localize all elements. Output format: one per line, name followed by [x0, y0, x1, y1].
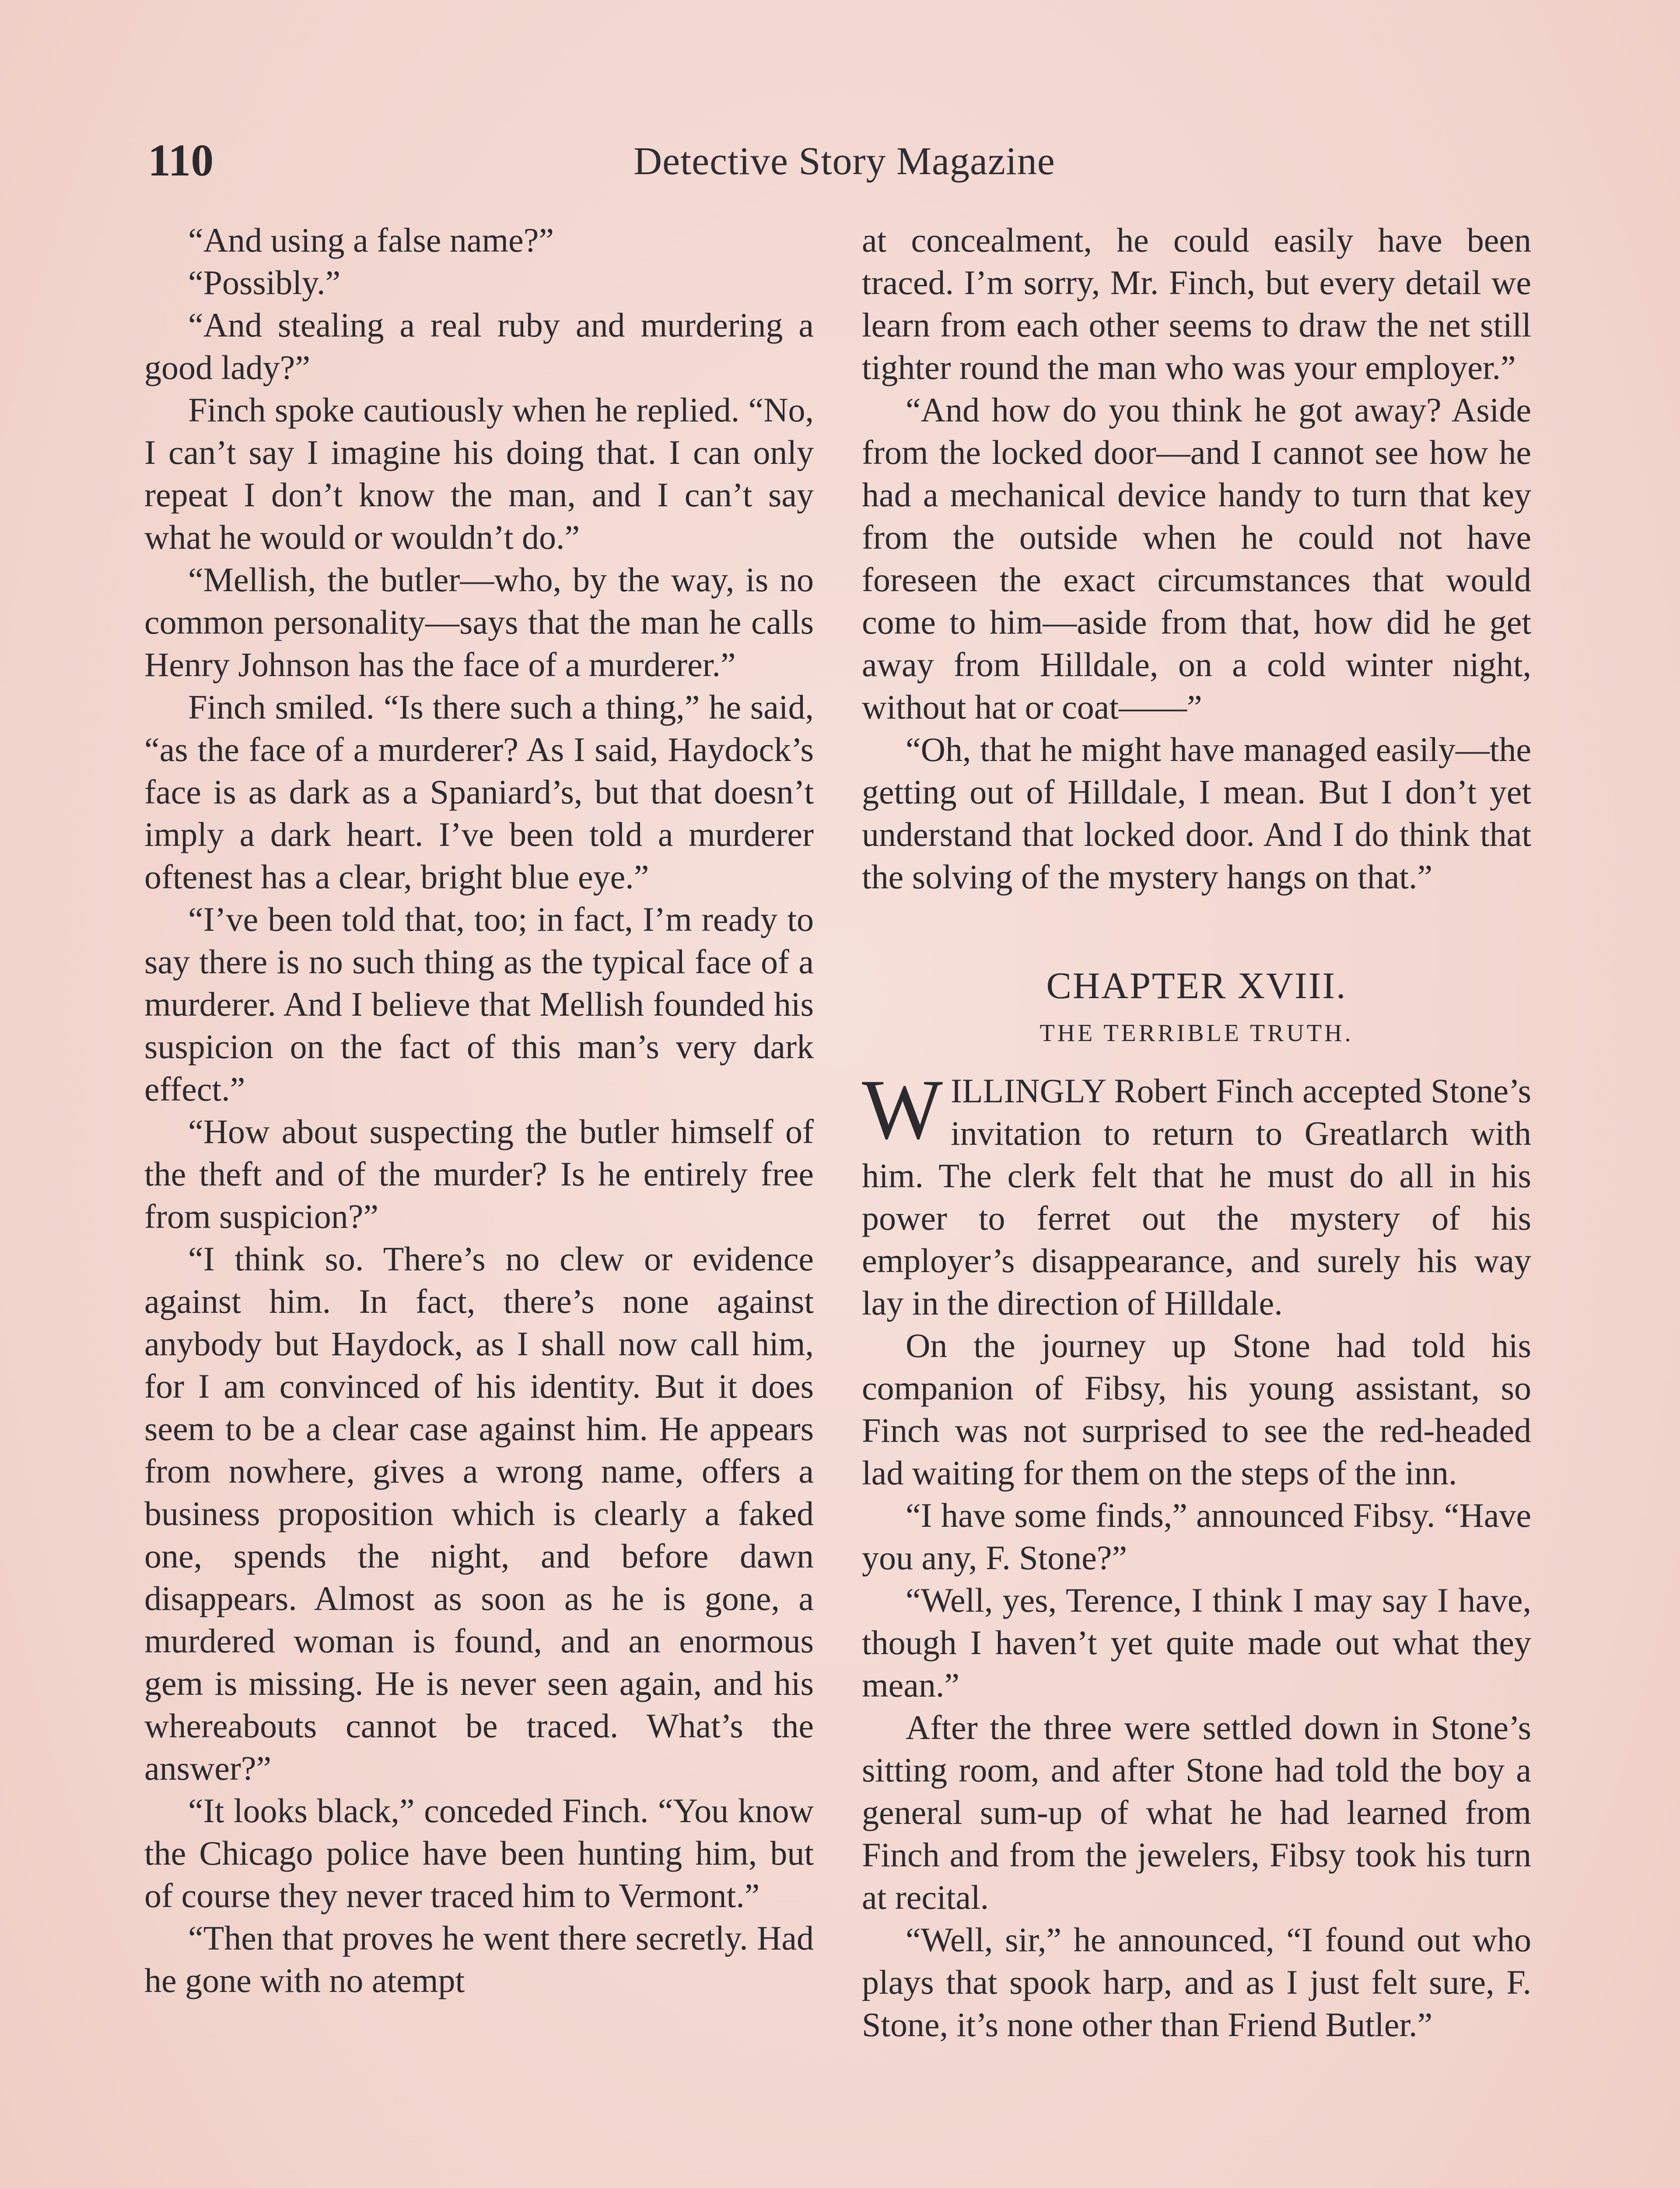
drop-cap: W: [862, 1062, 943, 1157]
page-header: [144, 131, 1544, 197]
paragraph: “Well, sir,” he announced, “I found out who plays that spook harp, and as I just felt sure, F. Stone, it’s none other than Friend Butler.”: [862, 1921, 1531, 2044]
chapter-subtitle: THE TERRIBLE TRUTH.: [1040, 1020, 1354, 1047]
paragraph: “And how do you think he got away? Aside from the locked door—and I cannot see how he had a mechanical device handy to turn that key from the outside when he could not have foreseen the exact circumstances that would come to him—aside from that, how did he get away from Hilldale, on a cold winter night, without hat or coat——”: [862, 391, 1531, 726]
paragraph: “Oh, that he might have managed easily—the getting out of Hilldale, I mean. But I don’t yet understand that locked door. And I do think that the solving of the mystery hangs on that.”: [862, 730, 1531, 896]
paragraph: “Mellish, the butler—who, by the way, is no common personality—says that the man he calls Henry Johnson has the face of a murderer.”: [144, 561, 814, 684]
right-column: [862, 219, 1531, 2046]
paragraph: “And using a false name?”: [188, 221, 554, 259]
paragraph: After the three were settled down in Stone’s sitting room, and after Stone had told the boy a general sum-up of what he had learned from Finch and from the jewelers, Fibsy took his turn at recital.: [862, 1708, 1531, 1916]
paragraph: “And stealing a real ruby and murdering a good lady?”: [144, 306, 814, 386]
paragraph: Finch spoke cautiously when he replied. “No, I can’t say I imagine his doing that. I can only repeat I don’t know the man, and I can’t say what he would or wouldn’t do.”: [144, 391, 814, 556]
running-title: Detective Story Magazine: [634, 140, 1055, 183]
paragraph: “It looks black,” conceded Finch. “You know the Chicago police have been hunting him, but of course they never traced him to Vermont.”: [144, 1792, 814, 1914]
paragraph: “I’ve been told that, too; in fact, I’m ready to say there is no such thing as the typical face of a murderer. And I believe that Mellish founded his suspicion on the fact of this man’s very dark effect.”: [144, 900, 814, 1108]
paragraph: Finch smiled. “Is there such a thing,” he said, “as the face of a murderer? As I said, Haydock’s face is as dark as a Spaniard’s, but that doesn’t imply a dark heart. I’ve been told a murderer oftenest has a clear, bright blue eye.”: [144, 688, 814, 896]
chapter-opening-text: ILLINGLY Robert Finch accepted Stone’s invitation to return to Greatlarch with him. The clerk felt that he must do all in his power to ferret out the mystery of his employer’s disappearance, and surely his way lay in the direction of Hilldale.: [862, 1072, 1531, 1322]
paragraph: “Possibly.”: [188, 263, 341, 302]
chapter-opening-paragraph: [862, 1062, 1531, 1324]
left-column: [144, 219, 814, 2002]
paragraph: “How about suspecting the butler himself of the theft and of the murder? Is he entirely free from suspicion?”: [144, 1112, 814, 1235]
paragraph: “I think so. There’s no clew or evidence against him. In fact, there’s none against anybody but Haydock, as I shall now call him, for I am convinced of his identity. But it does seem to be a clear case against him. He appears from nowhere, gives a wrong name, offers a business proposition which is clearly a faked one, spends the night, and before dawn disappears. Almost as soon as he is gone, a murdered woman is found, and an enormous gem is missing. He is never seen again, and his whereabouts cannot be traced. What’s the answer?”: [144, 1240, 814, 1787]
paragraph: On the journey up Stone had told his companion of Fibsy, his young assistant, so Finch was not surprised to see the red-headed lad waiting for them on the steps of the inn.: [862, 1326, 1531, 1492]
page-number: 110: [148, 135, 214, 186]
chapter-heading: CHAPTER XVIII.: [1046, 964, 1347, 1006]
magazine-page: [144, 131, 1544, 2188]
paragraph: at concealment, he could easily have been traced. I’m sorry, Mr. Finch, but every detail we learn from each other seems to draw the net still tighter round the man who was your employer.”: [862, 221, 1531, 386]
paragraph: “Well, yes, Terence, I think I may say I have, though I haven’t yet quite made out what they mean.”: [862, 1581, 1531, 1704]
paragraph: “Then that proves he went there secretly. Had he gone with no atempt: [144, 1919, 814, 1999]
paragraph: “I have some finds,” announced Fibsy. “Have you any, F. Stone?”: [862, 1496, 1531, 1577]
